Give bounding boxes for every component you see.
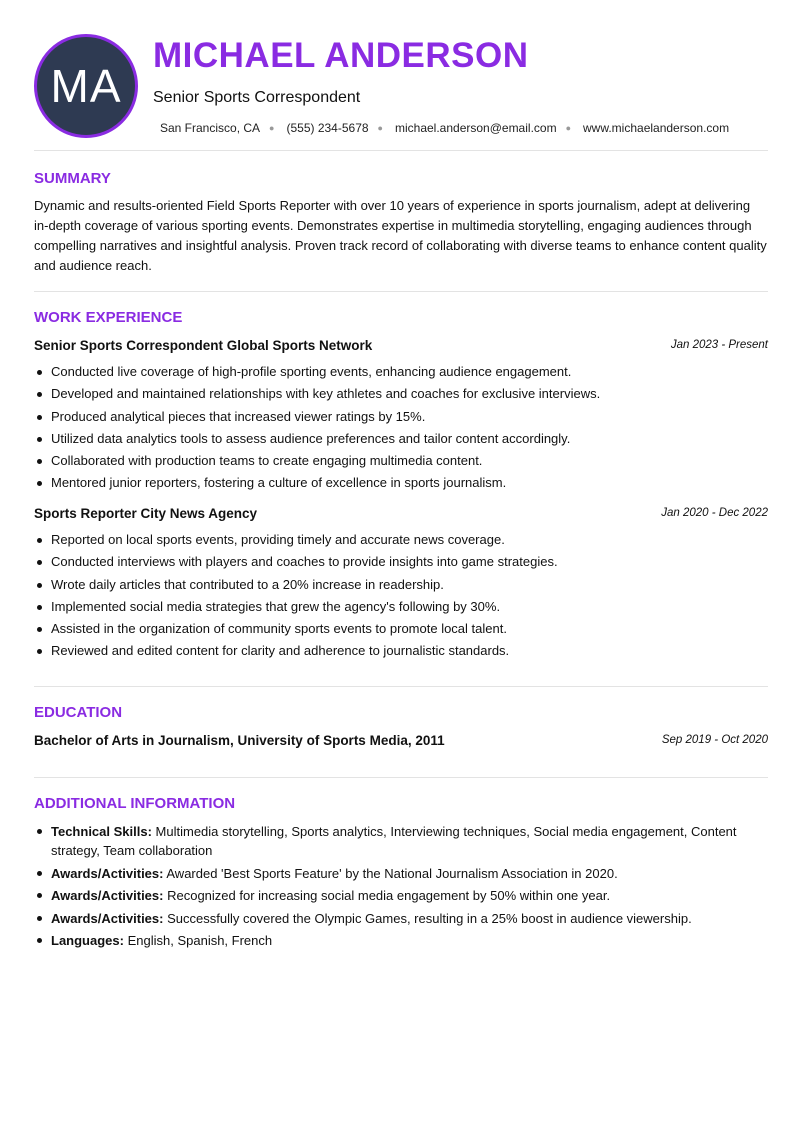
list-item: [34, 886, 768, 905]
item-label: Awards/Activities:: [51, 888, 164, 903]
contact-location: San Francisco, CA: [160, 121, 261, 135]
education-heading: EDUCATION: [34, 704, 123, 721]
job-date: Jan 2023 - Present: [670, 339, 768, 351]
item-text: Awarded 'Best Sports Feature' by the National Journalism Association in 2020.: [166, 865, 618, 881]
separator-dot: ●: [269, 123, 275, 133]
list-item: Wrote daily articles that contributed to a 20% increase in readership.: [34, 576, 768, 598]
item-label: Awards/Activities:: [51, 865, 164, 881]
divider: [34, 686, 768, 687]
additional-info-list: [34, 822, 768, 954]
job-bullet-list: [34, 531, 768, 665]
job-bullet-list: [34, 363, 768, 497]
list-item: Collaborated with production teams to create engaging multimedia content.: [34, 452, 768, 474]
job-title: Senior Sports Correspondent Global Sports Network: [34, 338, 373, 353]
list-item: Conducted live coverage of high-profile sporting events, enhancing audience engagement.: [34, 363, 768, 385]
summary-text: Dynamic and results-oriented Field Sports Reporter with over 10 years of experience in sports journalism, adept at delivering in-depth coverage of various sporting events. Demonstrates expertise in multimedia storytelling, engaging audiences through compelling narratives and insightful analysis. Proven track record of collaborating with diverse teams to enhance content quality and audience reach.: [34, 198, 767, 273]
list-item: Mentored junior reporters, fostering a culture of excellence in sports journalism.: [34, 474, 768, 496]
education-entry: [34, 733, 768, 751]
item-text: Recognized for increasing social media engagement by 50% within one year.: [167, 888, 611, 903]
contact-website[interactable]: www.michaelanderson.com: [583, 121, 730, 135]
contact-email[interactable]: michael.anderson@email.com: [394, 121, 557, 135]
separator-dot: ●: [565, 123, 572, 133]
list-item: Reviewed and edited content for clarity and adherence to journalistic standards.: [34, 642, 768, 664]
divider: [34, 777, 768, 778]
degree: Bachelor of Arts in Journalism, University of Sports Media, 2011: [34, 733, 445, 748]
avatar-initials: MA: [50, 60, 122, 112]
item-label: Languages:: [51, 933, 124, 948]
list-item: Conducted interviews with players and coaches to provide insights into game strategies.: [34, 553, 768, 575]
divider: [34, 150, 768, 151]
separator-dot: ●: [377, 123, 383, 133]
item-label: Awards/Activities:: [51, 910, 164, 926]
summary-heading: SUMMARY: [34, 170, 111, 187]
divider: [34, 291, 768, 292]
job-date: Jan 2020 - Dec 2022: [661, 507, 768, 519]
list-item: [34, 931, 768, 950]
avatar: [34, 34, 138, 138]
resume-header: [34, 34, 768, 138]
item-text: English, Spanish, French: [127, 933, 273, 948]
work-experience-heading: WORK EXPERIENCE: [34, 309, 183, 326]
contact-phone: (555) 234-5678: [286, 121, 369, 135]
list-item: Assisted in the organization of community sports events to promote local talent.: [34, 620, 768, 642]
job-title: Sports Reporter City News Agency: [34, 506, 258, 521]
job-header: [34, 506, 768, 524]
item-text: Successfully covered the Olympic Games, resulting in a 25% boost in audience viewership.: [167, 910, 692, 926]
list-item: [34, 864, 768, 883]
list-item: [34, 909, 768, 928]
education-date: Sep 2019 - Oct 2020: [661, 734, 768, 746]
list-item: [34, 822, 768, 860]
list-item: Reported on local sports events, providing timely and accurate news coverage.: [34, 531, 768, 553]
contact-line: [160, 121, 729, 135]
additional-info-heading: ADDITIONAL INFORMATION: [34, 795, 236, 812]
list-item: Implemented social media strategies that grew the agency's following by 30%.: [34, 598, 768, 620]
list-item: Produced analytical pieces that increased viewer ratings by 15%.: [34, 408, 768, 430]
candidate-name: MICHAEL ANDERSON: [153, 36, 529, 75]
job-header: [34, 338, 768, 356]
list-item: Developed and maintained relationships with key athletes and coaches for exclusive interviews.: [34, 385, 768, 407]
item-text: Multimedia storytelling, Sports analytics, Interviewing techniques, Social media engagement, Content strategy, Team collaboration: [51, 824, 737, 858]
item-label: Technical Skills:: [51, 824, 152, 839]
candidate-role: Senior Sports Correspondent: [153, 89, 361, 106]
list-item: Utilized data analytics tools to assess audience preferences and tailor content accordingly.: [34, 430, 768, 452]
